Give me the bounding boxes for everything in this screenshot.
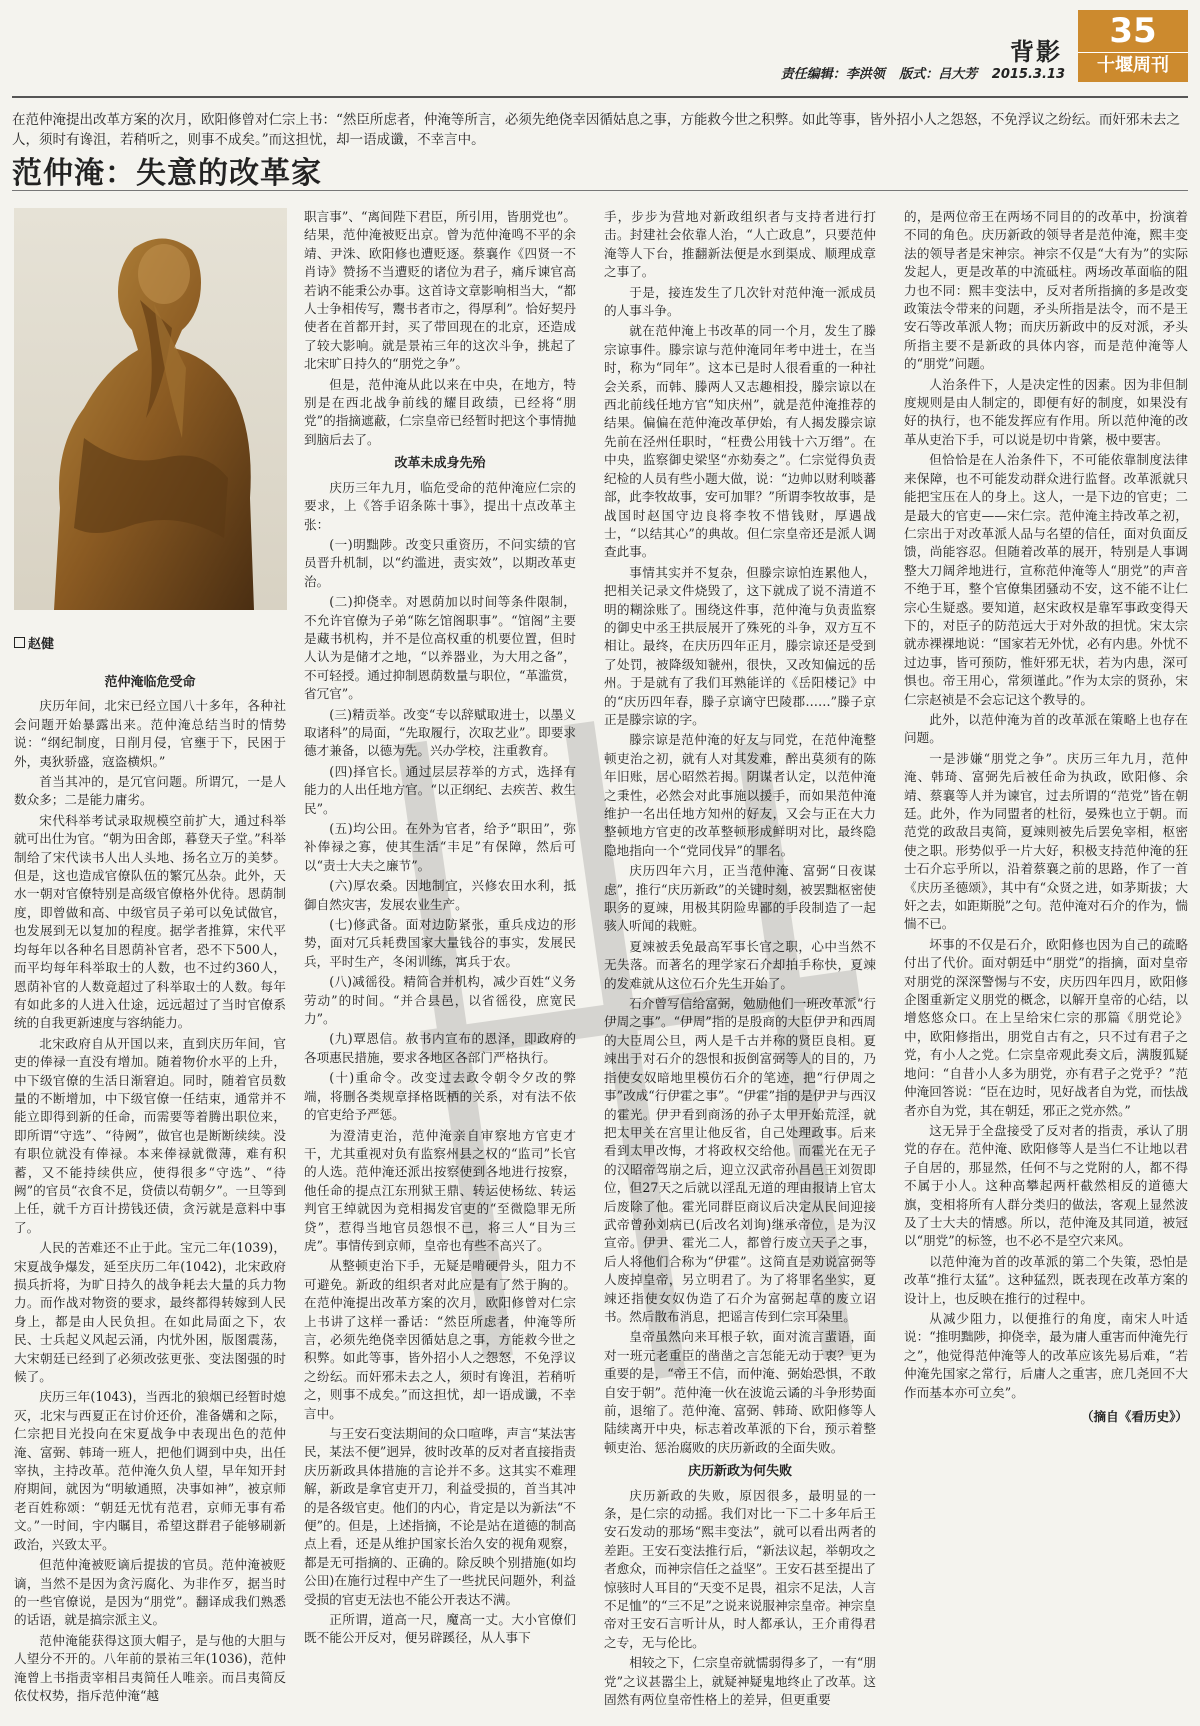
article-column-2	[304, 208, 576, 1714]
intro-lead: 在范仲淹提出改革方案的次月，欧阳修曾对仁宗上书：“然臣所虑者，仲淹等所言，必须先绝侥幸因循姑息之事，方能救今世之积弊。如此等事，皆外招小人之怨怒，不免浮议之纷纭。而奸邪未去之人，须时有谗沮，若稍听之，则事不成矣。”而这担忧，却一语成谶，不幸言中。	[12, 112, 1180, 148]
paragraph: (十)重命令。改变过去政令朝令夕改的弊端，将删各类规章择格既栖的关系，对有法不依的官吏给予严惩。	[304, 1070, 576, 1123]
paragraph: (一)明黜陟。改变只重资历，不问实绩的官员晋升机制，以“约滥进，责实效”，以期改革吏治。	[304, 536, 576, 589]
paragraph: 庆历新政的失败，原因很多，最明显的一条，是仁宗的动摇。我们对比一下二十多年后王安石发动的那场“熙丰变法”，就可以看出两者的差距。王安石变法推行后，“新法议起，举朝攻之者愈众，而神宗信任之益坚”。王安石甚至提出了惊骇时人耳目的“天变不足畏，祖宗不足法，人言不足恤”的“三不足”之说来说服神宗皇帝。神宗皇帝对王安石言听计从，时人都承认，王介甫得君之专，无与伦比。	[604, 1487, 876, 1650]
paragraph: 滕宗谅是范仲淹的好友与同党，在范仲淹整顿吏治之初，就有人对其发难，醉出莫须有的陈年旧账，居心昭然若揭。阴谋者认定，以范仲淹之秉性，必然会对此事施以援手，而如果范仲淹维护一名出任地方知州的好友，又会与正在大力整顿地方官吏的改革整顿形成鲜明对比，最终隐隐地指向一个“党同伐异”的罪名。	[604, 732, 876, 858]
layout-designer: 版式：吕大芳	[899, 67, 978, 82]
paragraph: 正所谓，道高一尺，魔高一丈。大小官僚们既不能公开反对，便另辟蹊径，从人事下	[304, 1612, 576, 1646]
paragraph: (五)均公田。在外为官者，给予“职田”，弥补俸禄之寡，使其生活“丰足”有保障，然后可以“责士大夫之廉节”。	[304, 821, 576, 873]
paragraph: 夏竦被丢免最高军事长官之职，心中当然不无失落。而著名的理学家石介却拍手称快，夏竦的发难就从这位石介先生开始了。	[604, 938, 876, 991]
editor: 责任编辑：李洪领	[780, 67, 885, 82]
paragraph: 北宋政府自从开国以来，直到庆历年间，官吏的俸禄一直没有增加。随着物价水平的上升，中下级官僚的生活日渐窘迫。同时，随着官员数量的不断增加，中下级官僚一任结束，通常并不能立即得到新的任命，而需要等着腾出职位来，即所谓“守选”、“待阙”，做官也是断断续续。没有职位就没有俸禄。本来俸禄就微薄，难有积蓄，又不能持续供应，使得很多“守选”、“待阙”的官员“衣食不足，贷债以苟朝夕”。一旦等到上任，就千方百计捞钱还债，贪污就是意料中事了。	[14, 1035, 286, 1235]
paragraph: 就在范仲淹上书改革的同一个月，发生了滕宗谅事件。滕宗谅与范仲淹同年考中进士，在当时，称为“同年”。这本已是时人很看重的一种社会关系，而韩、滕两人又志趣相投，滕宗谅以在西北前线任地方官“知庆州”，就是范仲淹推荐的结果。偏偏在范仲淹改革伊始，有人揭发滕宗谅先前在泾州任职时，“枉费公用钱十六万缗”。在中央，监察御史梁坚“亦劾奏之”。仁宗觉得负责纪检的人员有些小题大做，说：“边帅以财利啖蕃部，此李牧故事，安可加罪？”所谓李牧故事，是战国时赵国守边良将李牧不惜钱财，厚遇战士，“以结其心”的典故。但仁宗皇帝还是派人调查此事。	[604, 323, 876, 560]
paragraph: 范仲淹能获得这顶大帽子，是与他的大胆与人望分不开的。八年前的景祐三年(1036)，范仲淹曾上书指责宰相吕夷简任人唯亲。而吕夷简反依仗权势，指斥范仲淹“越	[14, 1632, 286, 1703]
paragraph: 首当其冲的，是冗官问题。所谓冗，一是人数众多；二是能力庸劣。	[14, 774, 286, 808]
paragraph: 以范仲淹为首的改革派的第二个失策，恐怕是改革“推行太猛”。这种猛烈，既表现在改革方案的设计上，也反映在推行的过程中。	[904, 1253, 1188, 1306]
paragraph: 事情其实并不复杂，但滕宗谅怕连累他人，把相关记录文件烧毁了，这下就成了说不清道不明的糊涂账了。围绕这件事，范仲淹与负责监察的御史中丞王拱辰展开了殊死的斗争，双方互不相让。最终，在庆历四年正月，滕宗谅还是受到了处罚，被降级知虢州，很快，又改知偏远的岳州。于是就有了我们耳熟能详的《岳阳楼记》中的“庆历四年春，滕子京谪守巴陵郡……”滕子京正是滕宗谅的字。	[604, 564, 876, 727]
article-title: 范仲淹：失意的改革家	[12, 156, 322, 191]
page-number-box	[1078, 10, 1188, 82]
paragraph: 从减少阻力，以便推行的角度，南宋人叶适说：“推明黜陟，抑侥幸，最为庸人重害而仲淹先行之”，他觉得范仲淹等人的改革应该先易后难，“若仲淹先国家之常行，后庸人之重害，庶几尧回不大作而基本亦可立矣”。	[904, 1310, 1188, 1400]
byline	[14, 633, 54, 652]
paragraph: (六)厚农桑。因地制宜，兴修农田水利，抵御自然灾害，发展农业生产。	[304, 878, 576, 912]
paragraph: 石介曾写信给富弼，勉励他们一班改革派“行伊周之事”。“伊周”指的是殷商的大臣伊尹和西周的大臣周公旦，两人是千古并称的贤臣良相。夏竦出于对石介的怨恨和扳倒富弼等人的目的，乃指使女奴暗地里模仿石介的笔迹，把“行伊周之事”改成“行伊霍之事”。“伊霍”指的是伊尹与西汉的霍光。伊尹看到商汤的孙子太甲开始荒淫，就把太甲关在宫里让他反省，自己处理政事。后来看到太甲改悔，才将政权交给他。而霍光在无子的汉昭帝驾崩之后，迎立汉武帝孙昌邑王刘贺即位，但27天之后就以淫乱无道的理由报请上官太后废除了他。霍光同群臣商议后决定从民间迎接武帝曾孙刘病已(后改名刘询)继承帝位，是为汉宣帝。伊尹、霍光二人，都曾行废立天子之事，后人将他们合称为“伊霍”。这简直是劝说富弼等人废掉皇帝，另立明君了。为了将罪名坐实，夏竦还指使女奴伪造了石介为富弼起草的废立诏书。然后散布消息，把谣言传到仁宗耳朵里。	[604, 996, 876, 1324]
source-credit: （摘自《看历史》）	[1080, 1409, 1188, 1424]
byline-marker	[14, 637, 25, 648]
paragraph: 手，步步为营地对新政组织者与支持者进行打击。封建社会依靠人治，“人亡政息”，只要范仲淹等人下台，推翻新法便是水到渠成、顺理成章之事了。	[604, 209, 876, 280]
paragraph: 坏事的不仅是石介，欧阳修也因为自己的疏略付出了代价。面对朝廷中“朋党”的指摘，面对皇帝对朋党的深深警惕与不安，庆历四年四月，欧阳修企图重新定义朋党的概念，以解开皇帝的心结，以增悠悠众口。在上呈给宋仁宗的那篇《朋党论》中，欧阳修指出，朋党自古有之，只不过有君子之党，有小人之党。仁宗皇帝观此奏文后，满腹狐疑地问：“自昔小人多为朋党，亦有君子之党乎？”范仲淹回答说：“臣在边时，见好战者自为党，而怯战者亦自为党，其在朝廷，邪正之党亦然。”	[904, 936, 1188, 1118]
paragraph: 与王安石变法期间的众口喧哗，声言“某法害民，某法不便”迥异，彼时改革的反对者直接指责庆历新政具体措施的言论并不多。这其实不难理解，新政是拿官吏开刀，利益受损的，首当其冲的是各级官吏。他们的内心，肯定是以为新法“不便”的。但是，上述指摘，不论是站在道德的制高点上看，还是从维护国家长治久安的视角观察，都是无可指摘的、正确的。除反映个别措施(如均公田)在施行过程中产生了一些扰民问题外，利益受损的官吏无法也不能公开表达不满。	[304, 1426, 576, 1607]
paragraph: 庆历年间，北宋已经立国八十多年，各种社会问题开始暴露出来。范仲淹总结当时的情势说：“纲纪制度，日削月侵，官壅于下，民困于外，夷狄骄盛，寇盗横炽。”	[14, 698, 286, 769]
paragraph: 这无异于全盘接受了反对者的指责，承认了朋党的存在。范仲淹、欧阳修等人是当仁不让地以君子自居的，那显然，任何不与之党附的人，都不得不属于小人。这种高攀起两杆截然相反的道德大旗，变相将所有人群分类归的做法，客观上显然波及了士大夫的情感。所以，范仲淹及其同道，被冠以“朋党”的标签，也不必不是空穴来风。	[904, 1122, 1188, 1249]
editor-line	[771, 63, 1065, 82]
paragraph: 的，是两位帝王在两场不同目的的改革中，扮演着不同的角色。庆历新政的领导者是范仲淹，熙丰变法的领导者是宋神宗。神宗不仅是“大有为”的实际发起人，更是改革的中流砥柱。两场改革面临的阻力也不同：熙丰变法中，反对者所指摘的多是改变政策法令带来的问题，矛头所指是法令，而不是王安石等改革派人物；而庆历新政中的反对派，矛头所指主要不是新政的具体内容，而是范仲淹等人的“朋党”问题。	[904, 209, 1188, 372]
paragraph: 相较之下，仁宗皇帝就懦弱得多了，一有“朋党”之议甚嚣尘上，就疑神疑鬼地终止了改革。这固然有两位皇帝性格上的差异，但更重要	[604, 1655, 876, 1708]
article-column-3	[604, 208, 876, 1714]
paragraph: 人治条件下，人是决定性的因素。因为非但制度规则是由人制定的，即便有好的制度，如果没有好的执行，也不能发挥应有作用。所以范仲淹的改革从吏治下手，可以说是切中肯綮，极中要害。	[904, 376, 1188, 447]
title-divider	[12, 190, 1188, 191]
section-name: 背影	[1010, 38, 1062, 66]
statue-illustration	[14, 208, 287, 610]
paragraph: 为澄清吏治，范仲淹亲自审察地方官吏才干，尤其重视对负有监察州县之权的“监司”长官的人选。范仲淹还派出按察使到各地进行按察，他任命的提点江东刑狱王鼎、转运使杨纮、转运判官王绰就因为竞相揭发官吏的“至微隐罪无所贷”，惹得当地官员怨恨不已，将三人“目为三虎”。事情传到京师，皇帝也有些不高兴了。	[304, 1127, 576, 1253]
paragraph: 庆历四年六月，正当范仲淹、富弼“日夜谋虑”，推行“庆历新政”的关键时刻，被罢黜枢密使职务的夏竦，用极其阴险卑鄙的手段制造了一起骇人听闻的栽赃。	[604, 863, 876, 934]
paragraph: 但范仲淹被贬谪后提拔的官员。范仲淹被贬谪，当然不是因为贪污腐化、为非作歹，据当时的一些官僚说，是因为“朋党”。翻译成我们熟悉的话语，就是搞宗派主义。	[14, 1557, 286, 1628]
header-divider	[12, 96, 1188, 98]
page-number: 35	[1109, 11, 1157, 51]
article-column-1	[14, 668, 286, 1714]
paragraph: 一是涉嫌“朋党之争”。庆历三年九月，范仲淹、韩琦、富弼先后被任命为执政，欧阳修、余靖、蔡襄等人并为谏官，过去所谓的“范党”皆在朝廷。此外，作为同盟者的杜衍，晏殊也立于朝。而范党的政敌吕夷简，夏竦则被先后罢免宰相，枢密使之职。形势似乎一片大好，积极支持范仲淹的狂士石介忘乎所以，沿着蔡襄之前的思路，作了一首《庆历圣德颂》，其中有“众贤之进，如茅斯拔；大奸之去，如距斯脱”之句。范仲淹对石介的作为，惴惴不已。	[904, 750, 1188, 932]
paragraph: 但恰恰是在人治条件下，不可能依靠制度法律来保障，也不可能发动群众进行监督。改革派就只能把宝压在人的身上。这人，一是下边的官吏；二是最大的官吏——宋仁宗。范仲淹主持改革之初，仁宗出于对改革派人品与名望的信任，面对负面反馈，尚能容忍。但随着改革的展开，特别是人事调整大刀阔斧地进行，宣称范仲淹等人“朋党”的声音不绝于耳，整个官僚集团骚动不安，这不能不让仁宗心生疑惑。要知道，赵宋政权是靠军事政变得天下的，对臣子的防范远大于对外敌的担忧。宋太宗就赤裸裸地说：“国家若无外忧，必有内患。外忧不过边事，皆可预防，惟奸邪无状，若为内患，深可惧也。帝王用心，常须谨此。”作为太宗的贤孙，宋仁宗赵祯是不会忘记这个教导的。	[904, 452, 1188, 707]
paper-name: 十堰周刊	[1078, 52, 1188, 79]
paragraph: 但是，范仲淹从此以来在中央，在地方，特别是在西北战争前线的耀目政绩，已经将“朋党”的指摘遮蔽，仁宗皇帝已经暂时把这个事情抛到脑后去了。	[304, 376, 576, 447]
article-column-4	[904, 208, 1188, 1714]
subheading-2: 改革未成身先殆	[394, 456, 486, 472]
subheading-3: 庆历新政为何失败	[687, 1464, 792, 1480]
statue-portrait-image	[14, 208, 287, 610]
paragraph: 庆历三年九月，临危受命的范仲淹应仁宗的要求，上《答手诏条陈十事》，提出十点改革主张：	[304, 479, 576, 532]
paragraph: 于是，接连发生了几次针对范仲淹一派成员的人事斗争。	[604, 284, 876, 319]
paragraph: 此外，以范仲淹为首的改革派在策略上也存在问题。	[904, 711, 1188, 746]
issue-date: 2015.3.13	[991, 67, 1065, 82]
author-name: 赵健	[28, 637, 55, 652]
paragraph: (四)择官长。通过层层荐举的方式，选择有能力的人出任地方官。“以正纲纪、去疾苦、救生民”。	[304, 763, 576, 816]
paragraph: (七)修武备。面对边防紧张，重兵戍边的形势，面对冗兵耗费国家大量钱谷的事实，发展民兵，平时生产，冬闲训练，寓兵于农。	[304, 917, 576, 969]
subheading-1: 范仲淹临危受命	[104, 675, 196, 690]
paragraph: (二)抑侥幸。对恩荫加以时间等条件限制，不允许官僚为子弟“陈乞馆阁职事”。“馆阁”主要是藏书机构，并不是位高权重的机要位置，但时人认为是储才之地，“以养器业，为大用之备”，不可轻授。通过抑制恩荫数量与职位，“革滥赏，省冗官”。	[304, 594, 576, 702]
paragraph: 人民的苦难还不止于此。宝元二年(1039)，宋夏战争爆发，延至庆历二年(1042)，北宋政府损兵折将，为旷日持久的战争耗去大量的兵力物力。而作战对物资的要求，最终都得转嫁到人民身上，都是由人民负担。在如此局面之下，农民、士兵起义风起云涌，内忧外困，版图震荡，大宋朝廷已经到了必须改弦更张、变法图强的时候了。	[14, 1240, 286, 1385]
paragraph: (八)减徭役。精简合并机构，减少百姓“义务劳动”的时间。“并合县邑，以省徭役，庶宽民力”。	[304, 974, 576, 1027]
paragraph: (九)覃恩信。赦书内宣布的恩泽，即政府的各项惠民措施，要求各地区各部门严格执行。	[304, 1031, 576, 1065]
page-header	[0, 0, 1200, 95]
paragraph: 皇帝虽然向来耳根子软，面对流言蜚语，面对一班元老重臣的凿凿之言怎能无动于衷？更为重要的是，“帝王不信，而仲淹、弼始恐惧，不敢自安于朝”。范仲淹一伙在波诡云谲的斗争形势面前，退缩了。范仲淹、富弼、韩琦、欧阳修等人陆续离开中央，标志着改革派的下台，预示着整顿吏治、惩治腐败的庆历新政的全面失败。	[604, 1329, 876, 1455]
paragraph: (三)精贡举。改变“专以辞赋取进士，以墨义取诸科”的局面，“先取履行，次取艺业”。即要求德才兼备，以德为先。兴办学校，注重教育。	[304, 706, 576, 759]
paragraph: 职言事”、“离间陛下君臣，所引用，皆朋党也”。结果，范仲淹被贬出京。曾为范仲淹鸣不平的余靖、尹洙、欧阳修也遭贬逐。蔡襄作《四贤一不肖诗》赞扬不当遭贬的诸位为君子，痛斥谏官高若讷不能秉公办事。这首诗文章影响相当大，“都人士争相传写，鬻书者市之，得厚利”。恰好契丹使者在首都开封，买了带回现在的北京，还造成了较大影响。就是景祐三年的这次斗争，挑起了北宋旷日持久的“朋党之争”。	[304, 209, 576, 372]
paragraph: 从整顿吏治下手，无疑是啃硬骨头，阻力不可避免。新政的组织者对此应是有了然于胸的。在范仲淹提出改革方案的次月，欧阳修曾对仁宗上书讲了这样一番话：“然臣所虑者，仲淹等所言，必须先绝侥幸因循姑息之事，方能救今世之积弊。如此等事，皆外招小人之怨怒，不免浮议之纷纭。而奸邪未去之人，须时有谗沮，若稍听之，则事不成矣。”而这担忧，却一语成谶，不幸言中。	[304, 1258, 576, 1421]
paragraph: 宋代科举考试录取规模空前扩大，通过科举就可出仕为官。“朝为田舍郎，暮登天子堂。”科举制给了宋代读书人出人头地、扬名立万的美梦。但是，这也造成官僚队伍的繁冗丛杂。此外，天水一朝对官僚特别是高级官僚格外优待。恩荫制度，即曾做和高、中级官员子弟可以免试做官，也发展到无以复加的程度。据学者推算，宋代平均每年以各种名目恩荫补官者，恐不下500人，而平均每年科举取士的人数，也不过约360人，恩荫补官的人数竟超过了科举取士的人数。每年有如此多的人进入仕途，远远超过了当时官僚系统的自我更新速度与容纳能力。	[14, 812, 286, 1031]
paragraph: 庆历三年(1043)，当西北的狼烟已经暂时熄灭，北宋与西夏正在讨价还价，准备媾和之际，仁宗把目光投向在宋夏战争中表现出色的范仲淹、富弼、韩琦一班人，把他们调到中央，出任宰执，主持改革。范仲淹久负人望，早年知开封府期间，就因为“明敏通照，决事如神”，被京师老百姓称颂：“朝廷无忧有范君，京师无事有希文。”一时间，宇内瞩目，希望这群君子能够刷新政治，兴致太平。	[14, 1389, 286, 1552]
